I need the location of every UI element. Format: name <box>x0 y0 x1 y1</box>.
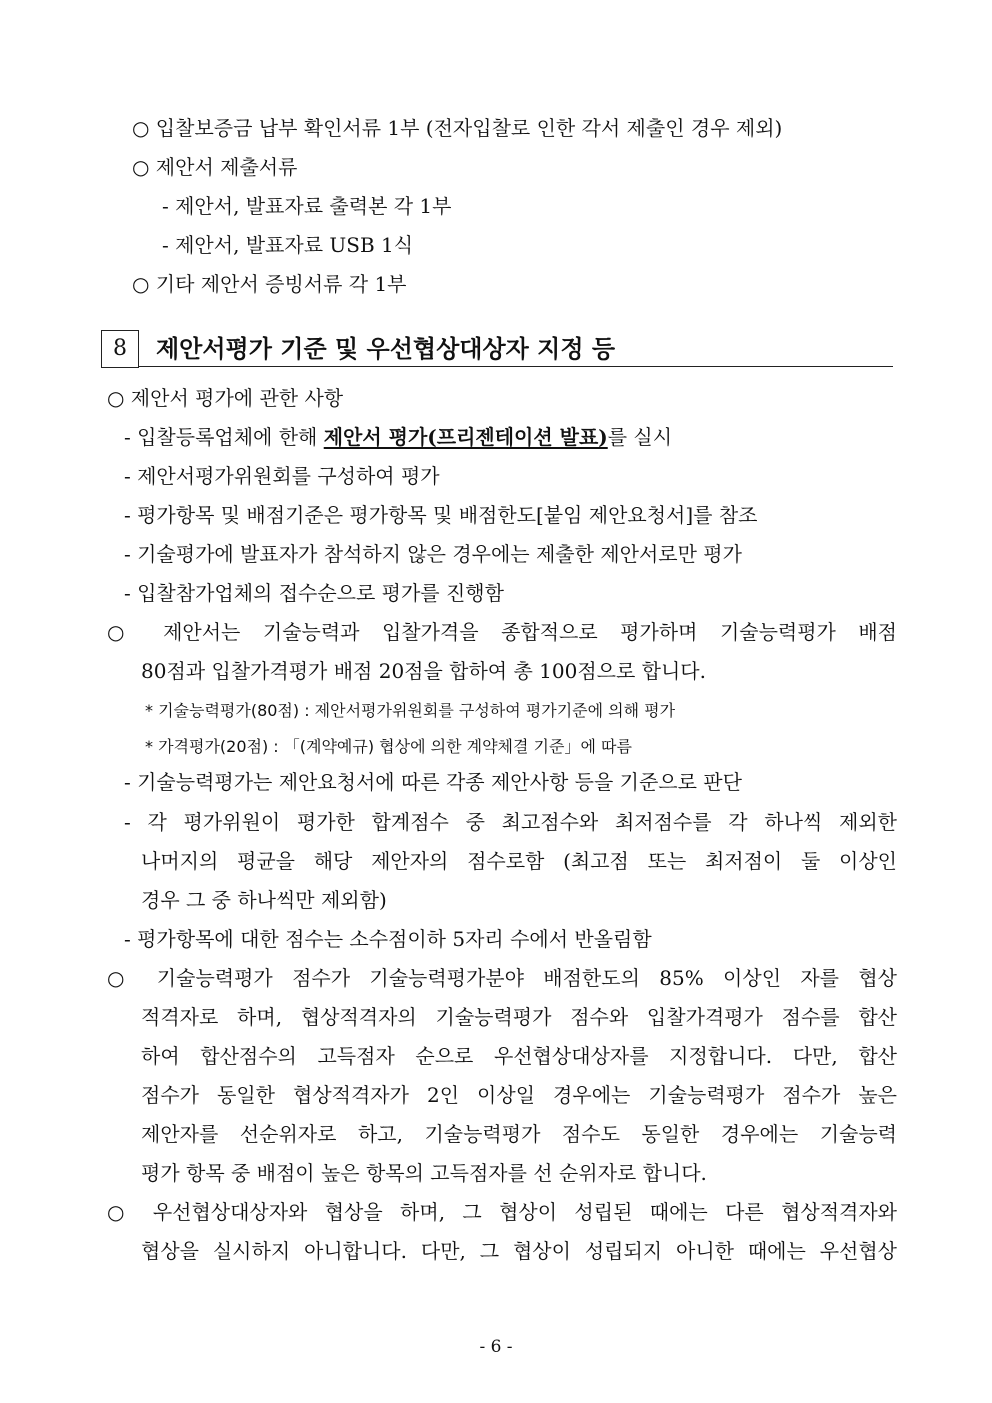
eval-heading: ○ 제안서 평가에 관한 사항 <box>107 386 344 410</box>
eval-item-4: - 기술평가에 발표자가 참석하지 않은 경우에는 제출한 제안서로만 평가 <box>124 542 742 566</box>
scoring-detail-1: - 기술능력평가는 제안요청서에 따른 각종 제안사항 등을 기준으로 판단 <box>124 770 742 794</box>
negotiation-line-1: ○ 기술능력평가 점수가 기술능력평가분야 배점한도의 85% 이상인 자를 협상 <box>107 966 897 990</box>
scoring-note-price: * 가격평가(20점) : 「(계약예규) 협상에 의한 계약체결 기준」에 따름 <box>145 737 632 756</box>
scoring-para-line-2: 80점과 입찰가격평가 배점 20점을 합하여 총 100점으로 합니다. <box>141 659 706 683</box>
list-item-printed-copy: - 제안서, 발표자료 출력본 각 1부 <box>162 194 452 218</box>
eval-item-1-highlight: 제안서 평가(프리젠테이션 발표) <box>323 425 608 449</box>
negotiation-line-2: 적격자로 하며, 협상적격자의 기술능력평가 점수와 입찰가격평가 점수를 합산 <box>141 1005 897 1029</box>
eval-item-3: - 평가항목 및 배점기준은 평가항목 및 배점한도[붙임 제안요청서]를 참조 <box>124 503 758 527</box>
page-number: - 6 - <box>479 1337 513 1357</box>
scoring-detail-2-line-1: - 각 평가위원이 평가한 합계점수 중 최고점수와 최저점수를 각 하나씩 제외한 <box>124 810 897 834</box>
scoring-para-line-1: ○ 제안서는 기술능력과 입찰가격을 종합적으로 평가하며 기술능력평가 배점 <box>107 620 897 644</box>
list-item-other-docs: ○ 기타 제안서 증빙서류 각 1부 <box>132 272 407 296</box>
eval-item-1-pre: - 입찰등록업체에 한해 <box>124 425 324 449</box>
scoring-detail-2-line-2: 나머지의 평균을 해당 제안자의 점수로함 (최고점 또는 최저점이 둘 이상인 <box>141 849 897 873</box>
list-item-submission-docs: ○ 제안서 제출서류 <box>132 155 298 179</box>
scoring-detail-2-line-3: 경우 그 중 하나씩만 제외함) <box>141 888 387 912</box>
scoring-detail-3: - 평가항목에 대한 점수는 소수점이하 5자리 수에서 반올림함 <box>124 927 652 951</box>
eval-item-2: - 제안서평가위원회를 구성하여 평가 <box>124 464 440 488</box>
priority-line-1: ○ 우선협상대상자와 협상을 하며, 그 협상이 성립된 때에는 다른 협상적격자와 <box>107 1200 897 1224</box>
eval-item-5: - 입찰참가업체의 접수순으로 평가를 진행함 <box>124 581 504 605</box>
negotiation-line-5: 제안자를 선순위자로 하고, 기술능력평가 점수도 동일한 경우에는 기술능력 <box>141 1122 897 1146</box>
list-item-usb: - 제안서, 발표자료 USB 1식 <box>162 233 414 257</box>
section-divider <box>139 366 893 367</box>
eval-item-1-post: 를 실시 <box>607 425 673 449</box>
negotiation-line-3: 하여 합산점수의 고득점자 순으로 우선협상대상자를 지정합니다. 다만, 합산 <box>141 1044 897 1068</box>
section-number-box: 8 <box>101 330 139 368</box>
list-item-bid-bond: ○ 입찰보증금 납부 확인서류 1부 (전자입찰로 인한 각서 제출인 경우 제외) <box>132 116 783 140</box>
priority-line-2: 협상을 실시하지 아니합니다. 다만, 그 협상이 성립되지 아니한 때에는 우선협상 <box>141 1239 897 1263</box>
section-title: 제안서평가 기준 및 우선협상대상자 지정 등 <box>156 334 616 363</box>
negotiation-line-4: 점수가 동일한 협상적격자가 2인 이상일 경우에는 기술능력평가 점수가 높은 <box>141 1083 897 1107</box>
negotiation-line-6: 평가 항목 중 배점이 높은 항목의 고득점자를 선 순위자로 합니다. <box>141 1161 707 1185</box>
scoring-note-tech: * 기술능력평가(80점) : 제안서평가위원회를 구성하여 평가기준에 의해 평가 <box>145 701 676 720</box>
eval-item-1 <box>124 425 672 449</box>
